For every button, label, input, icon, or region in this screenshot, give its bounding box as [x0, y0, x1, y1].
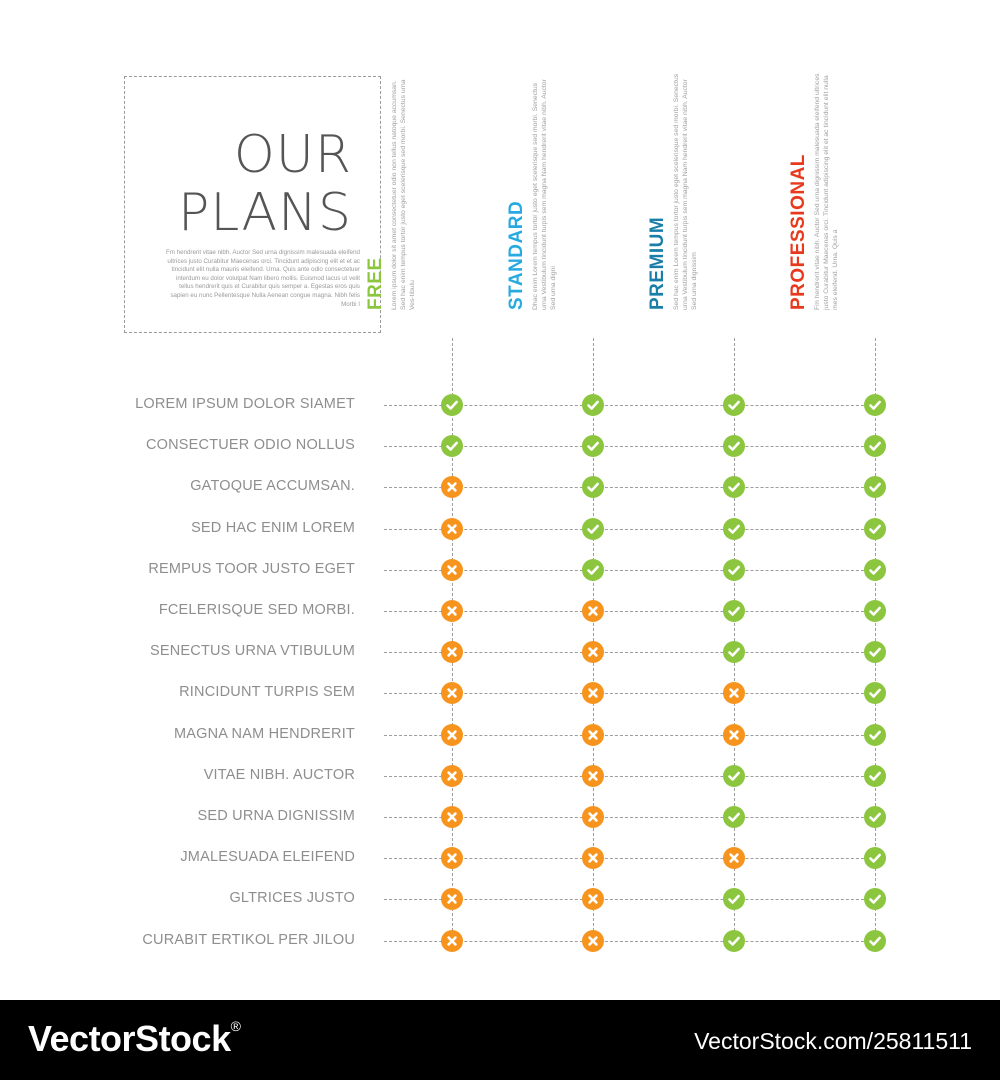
check-circle-icon	[582, 518, 604, 540]
feature-label: FCELERISQUE SED MORBI.	[158, 602, 355, 618]
title-box	[124, 76, 381, 333]
feature-label: CONSECTUER ODIO NOLLUS	[145, 437, 355, 454]
check-circle-icon	[723, 600, 745, 622]
cross-circle-icon	[582, 888, 604, 910]
cross-circle-icon	[441, 518, 463, 540]
cross-circle-icon	[582, 930, 604, 952]
check-circle-icon	[864, 641, 886, 663]
cross-circle-icon	[582, 641, 604, 663]
check-circle-icon	[582, 394, 604, 416]
feature-label: LOREM IPSUM DOLOR SIAMET	[135, 396, 355, 412]
check-circle-icon	[441, 435, 463, 457]
cross-circle-icon	[582, 600, 604, 622]
check-circle-icon	[864, 847, 886, 869]
feature-label: GLTRICES JUSTO	[229, 890, 355, 907]
brand-suffix: ®	[230, 1018, 241, 1034]
feature-label: JMALESUADA ELEIFEND	[180, 849, 355, 866]
cross-circle-icon	[441, 847, 463, 869]
check-circle-icon	[723, 559, 745, 581]
check-circle-icon	[723, 641, 745, 663]
plan-description: Dhac enim Lorem tempus tortor justo eget scelerisque sed morbi. Senectus urna Vestibulum tincidunt turpis sem magna Nam hendrerit vitae nibh. Auctor Sed urna digni	[532, 79, 557, 310]
check-circle-icon	[864, 559, 886, 581]
feature-label: VITAE NIBH. AUCTOR	[203, 766, 355, 783]
feature-label: SED HAC ENIM LOREM	[191, 519, 355, 536]
cross-circle-icon	[582, 765, 604, 787]
cross-circle-icon	[441, 765, 463, 787]
cross-circle-icon	[582, 806, 604, 828]
cross-circle-icon	[441, 806, 463, 828]
cross-circle-icon	[723, 724, 745, 746]
check-circle-icon	[864, 724, 886, 746]
plan-description: Sed hac enim Lorem tempus tortor justo eget scelerisque sed morbi. Senectus urna Vestibulum tincidunt turpis sem magna Nam hendrerit vitae nibh. Auctor Sed urna dignissim	[673, 73, 698, 310]
check-circle-icon	[864, 930, 886, 952]
check-circle-icon	[864, 476, 886, 498]
plan-header-professional	[788, 60, 1000, 310]
check-circle-icon	[723, 930, 745, 952]
cross-circle-icon	[582, 682, 604, 704]
cross-circle-icon	[441, 682, 463, 704]
brand-logo	[28, 1018, 240, 1060]
page-title-line2: PLANS	[178, 183, 352, 243]
check-circle-icon	[723, 518, 745, 540]
check-circle-icon	[864, 682, 886, 704]
cross-circle-icon	[441, 600, 463, 622]
feature-label: SED URNA DIGNISSIM	[197, 808, 355, 824]
check-circle-icon	[723, 394, 745, 416]
check-circle-icon	[723, 765, 745, 787]
check-circle-icon	[864, 600, 886, 622]
page-title-line1: OUR	[233, 125, 352, 185]
check-circle-icon	[864, 394, 886, 416]
check-circle-icon	[582, 476, 604, 498]
feature-label: RINCIDUNT TURPIS SEM	[179, 684, 355, 701]
cross-circle-icon	[441, 641, 463, 663]
title-description: Fm hendrerit vitae nibh. Auctor Sed urna dignissim malesuada eleifend ultrices justo Curabitur Maecenas orci. Tincidunt adipiscing elit et et ac tincidunt elit nulla mauris eleifend. Urna. Quis ante odio consectetuer interdum eu dolor volutpat Nam libero mollis. Euismod lacus ut velit tellus hendrerit quis et Curabitur quis semper a. Egestas eros quis sapien eu nunc Pellentesque Nulla Aenean congue magna. Nibh felis Morbi I	[166, 249, 360, 308]
plan-description: Lorem ipsum dolor sit amet consectetuer odio non tellus natoque accumsan. Sed hac enim tempus tortor justo eget scelerisque sed morbi. Senectus urna Ves-tibulu	[391, 79, 416, 310]
plan-name: PREMIUM	[647, 216, 668, 310]
plan-name: STANDARD	[506, 200, 527, 310]
check-circle-icon	[723, 435, 745, 457]
check-circle-icon	[864, 765, 886, 787]
cross-circle-icon	[441, 559, 463, 581]
check-circle-icon	[864, 435, 886, 457]
check-circle-icon	[864, 888, 886, 910]
cross-circle-icon	[441, 724, 463, 746]
check-circle-icon	[582, 435, 604, 457]
check-circle-icon	[723, 806, 745, 828]
cross-circle-icon	[723, 847, 745, 869]
cross-circle-icon	[441, 888, 463, 910]
check-circle-icon	[864, 518, 886, 540]
plan-name: PROFESSIONAL	[788, 154, 809, 310]
feature-label: REMPUS TOOR JUSTO EGET	[148, 560, 355, 577]
feature-label: SENECTUS URNA VTIBULUM	[149, 643, 355, 660]
footer-bar	[0, 1000, 1000, 1080]
cross-circle-icon	[441, 476, 463, 498]
feature-label: GATOQUE ACCUMSAN.	[190, 478, 355, 495]
check-circle-icon	[723, 476, 745, 498]
check-circle-icon	[441, 394, 463, 416]
check-circle-icon	[723, 888, 745, 910]
image-reference: VectorStock.com/25811511	[694, 1028, 972, 1054]
feature-label: CURABIT ERTIKOL PER JILOU	[142, 931, 355, 948]
feature-label: MAGNA NAM HENDRERIT	[173, 725, 355, 742]
cross-circle-icon	[582, 724, 604, 746]
cross-circle-icon	[582, 847, 604, 869]
cross-circle-icon	[441, 930, 463, 952]
check-circle-icon	[864, 806, 886, 828]
plan-description: Fm hendrerit vitae nibh. Auctor Sed urna dignissim malesuada eleifend ultrices justo Curabitur Maecenas orci. Tincidunt adipiscing elit et ac tincidunt elit nulla mes eleifend. Urna. Quis a	[814, 73, 839, 310]
plan-name: FREE	[365, 257, 386, 310]
brand-name: VectorStock	[28, 1018, 231, 1059]
cross-circle-icon	[723, 682, 745, 704]
check-circle-icon	[582, 559, 604, 581]
